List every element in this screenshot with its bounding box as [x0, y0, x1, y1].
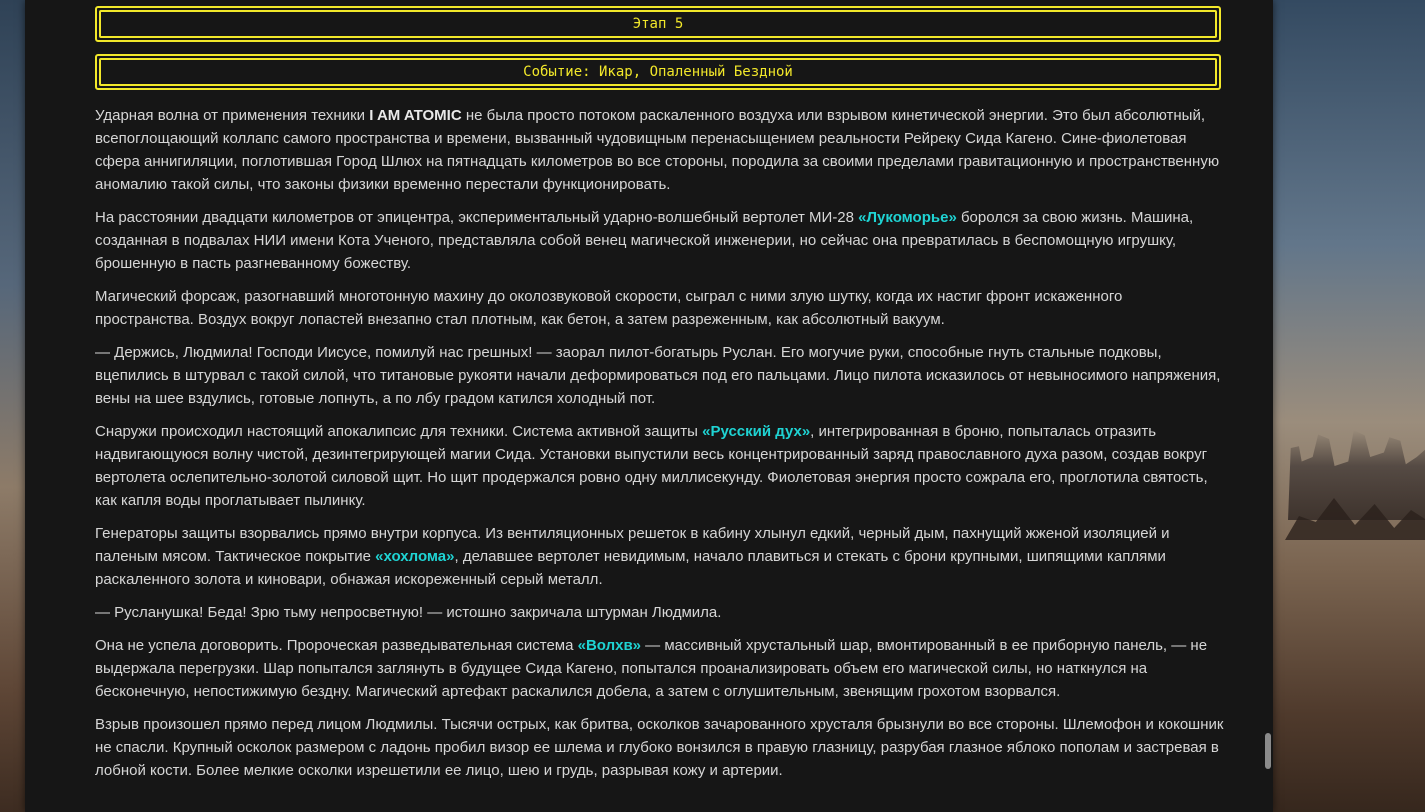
highlight-term: «хохлома» — [375, 548, 455, 565]
paragraph-text: — массивный хрустальный шар, вмонтированный в ее приборную панель, — не выдержала перегрузки. Шар попытался заглянуть в будущее Сида Кагено, попытался проанализировать объем его магической силы, но наткнулся на бесконечную, непостижимую бездну. Магический артефакт раскалился добела, а затем с оглушительным, звенящим грохотом взорвался. — [95, 637, 1208, 700]
paragraph-text: боролся за свою жизнь. Машина, созданная в подвалах НИИ имени Кота Ученого, представляла собой венец магической инженерии, но сейчас она превратилась в беспомощную игрушку, брошенную в пасть разгневанному божеству. — [95, 209, 1194, 272]
story-paragraph — [95, 634, 1225, 703]
paragraph-text: Генераторы защиты взорвались прямо внутри корпуса. Из вентиляционных решеток в кабину хлынул едкий, черный дым, пахнущий жженой изоляцией и паленым мясом. Тактическое покрытие — [95, 525, 1170, 565]
story-paragraph — [95, 713, 1225, 782]
story-paragraph — [95, 285, 1225, 331]
highlight-term: «Русский дух» — [702, 423, 811, 440]
paragraph-text: , интегрированная в броню, попыталась отразить надвигающуюся волну чистой, дезинтегрирующей магии Сида. Установки выпустили весь концентрированный заряд православного духа разом, создав вокруг вертолета ослепительно-золотой силовой щит. Но щит продержался ровно одну миллисекунду. Фиолетовая энергия просто сожрала его, проглотила святость, как капля воды проглатывает пылинку. — [95, 423, 1208, 509]
paragraph-text: Снаружи происходил настоящий апокалипсис для техники. Система активной защиты — [95, 423, 703, 440]
stage-header — [95, 6, 1221, 42]
story-paragraph — [95, 206, 1225, 275]
paragraph-text: На расстоянии двадцати километров от эпицентра, экспериментальный ударно-волшебный вертолет МИ-28 — [95, 209, 859, 226]
paragraph-text: Магический форсаж, разогнавший многотонную махину до околозвуковой скорости, сыграл с ними злую шутку, когда их настиг фронт искаженного пространства. Воздух вокруг лопастей внезапно стал плотным, как бетон, а затем разреженным, как абсолютный вакуум. — [95, 288, 1123, 328]
paragraph-text: — Русланушка! Беда! Зрю тьму непросветную! — истошно закричала штурман Людмила. — [95, 604, 722, 621]
stage-label: Этап 5 — [99, 10, 1217, 38]
event-label: Событие: Икар, Опаленный Бездной — [99, 58, 1217, 86]
event-header — [95, 54, 1221, 90]
background-left-strip — [0, 0, 25, 812]
paragraph-text: — Держись, Людмила! Господи Иисусе, помилуй нас грешных! — заорал пилот-богатырь Руслан. Его могучие руки, способные гнуть стальные подковы, вцепились в штурвал с такой силой, что титановые рукояти начали деформироваться под его пальцами. Лицо пилота исказилось от невыносимого напряжения, вены на шее вздулись, готовые лопнуть, а по лбу градом катился холодный пот. — [95, 344, 1221, 407]
paragraph-text: Ударная волна от применения техники — [95, 107, 370, 124]
highlight-term: «Волхв» — [577, 637, 642, 654]
paragraph-text: , делавшее вертолет невидимым, начало плавиться и стекать с брони крупными, шипящими каплями раскаленного золота и киновари, обнажая искореженный серый металл. — [95, 548, 1166, 588]
story-paragraph — [95, 341, 1225, 410]
paragraph-text: Взрыв произошел прямо перед лицом Людмилы. Тысячи острых, как бритва, осколков зачарованного хрусталя брызнули во все стороны. Шлемофон и кокошник не спасли. Крупный осколок размером с ладонь пробил визор ее шлема и глубоко вонзился в правую глазницу, разрубая глазное яблоко пополам и застревая в лобной кости. Более мелкие осколки изрешетили ее лицо, шею и грудь, разрывая кожу и артерии. — [95, 716, 1224, 779]
paragraph-text: Она не успела договорить. Пророческая разведывательная система — [95, 637, 578, 654]
story-paragraph — [95, 420, 1225, 512]
story-paragraph — [95, 601, 1225, 624]
story-paragraph — [95, 522, 1225, 591]
technique-name: I AM ATOMIC — [369, 107, 462, 124]
background-right-strip — [1273, 0, 1425, 812]
story-paragraph — [95, 104, 1225, 196]
paragraph-text: не была просто потоком раскаленного воздуха или взрывом кинетической энергии. Это был абсолютный, всепоглощающий коллапс самого пространства и времени, вызванный чудовищным перенасыщением реальности Рейреку Сида Кагено. Сине-фиолетовая сфера аннигиляции, поглотившая Город Шлюх на пятнадцать километров во все стороны, породила за своими пределами гравитационную и пространственную аномалию такой силы, что законы физики временно перестали функционировать. — [95, 107, 1220, 193]
highlight-term: «Лукоморье» — [858, 209, 957, 226]
story-content — [95, 104, 1225, 792]
scrollbar-thumb[interactable] — [1265, 733, 1271, 769]
